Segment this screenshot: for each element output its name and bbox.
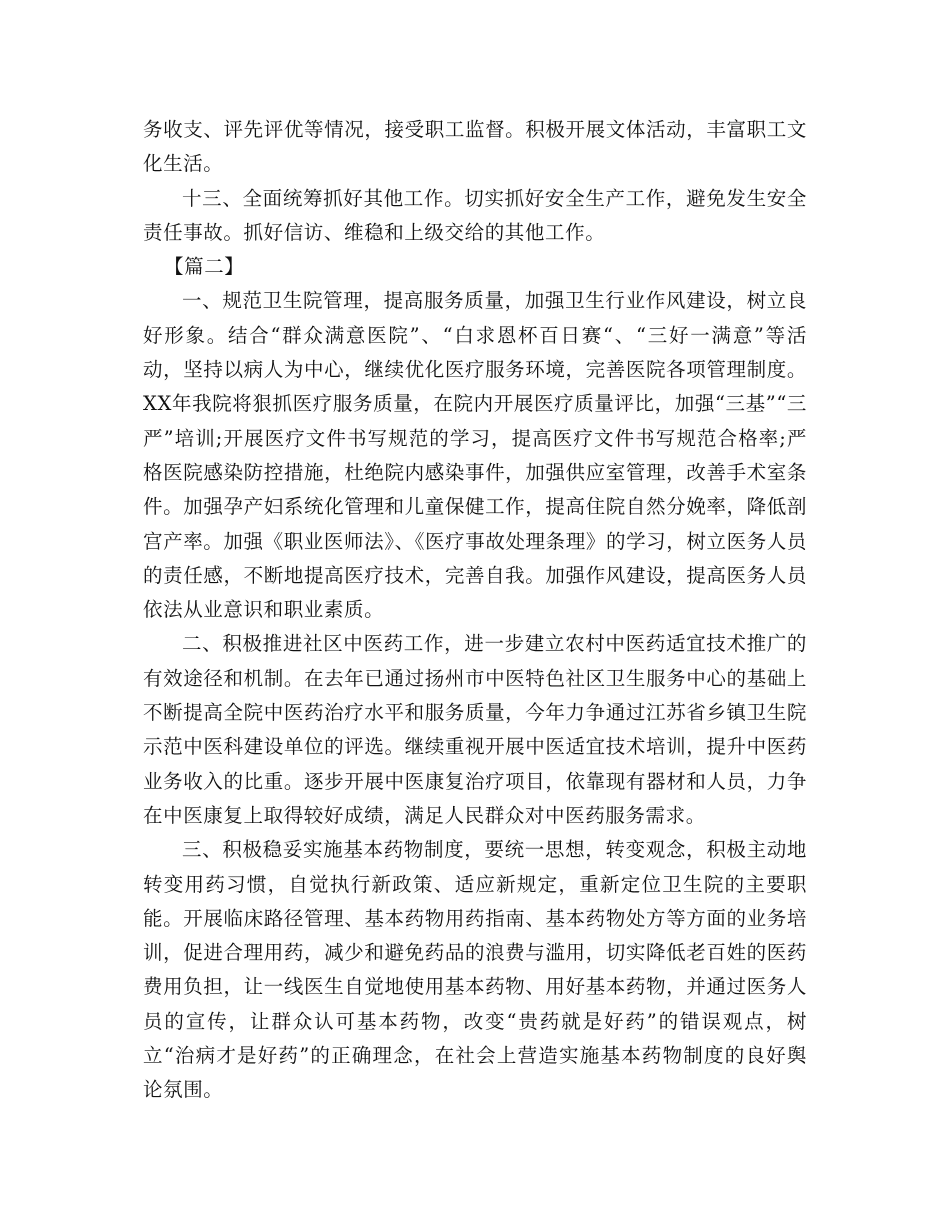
paragraph-item-1: 一、规范卫生院管理，提高服务质量，加强卫生行业作风建设，树立良好形象。结合“群众满意医院”、“白求恩杯百日赛“、“三好一满意”等活动，坚持以病人为中心，继续优化医疗服务环境，完善医院各项管理制度。XX年我院将狠抓医疗服务质量，在院内开展医疗质量评比，加强“三基”“三严”培训;开展医疗文件书写规范的学习，提高医疗文件书写规范合格率;严格医院感染防控措施，杜绝院内感染事件，加强供应室管理，改善手术室条件。加强孕产妇系统化管理和儿童保健工作，提高住院自然分娩率，降低剖宫产率。加强《职业医师法》、《医疗事故处理条理》的学习，树立医务人员的责任感，不断地提高医疗技术，完善自我。加强作风建设，提高医务人员依法从业意识和职业素质。 bbox=[143, 289, 807, 622]
paragraph-item-2: 二、积极推进社区中医药工作，进一步建立农村中医药适宜技术推广的有效途径和机制。在去年已通过扬州市中医特色社区卫生服务中心的基础上不断提高全院中医药治疗水平和服务质量，今年力争通过江苏省乡镇卫生院示范中医科建设单位的评选。继续重视开展中医适宜技术培训，提升中医药业务收入的比重。逐步开展中医康复治疗项目，依靠现有器材和人员，力争在中医康复上取得较好成绩，满足人民群众对中医药服务需求。 bbox=[143, 632, 807, 827]
paragraph-continued: 务收支、评先评优等情况，接受职工监督。积极开展文体活动，丰富职工文化生活。 bbox=[143, 118, 807, 176]
section-heading-part-two: 【篇二】 bbox=[164, 255, 245, 279]
document-body bbox=[143, 113, 807, 1108]
paragraph-item-3: 三、积极稳妥实施基本药物制度，要统一思想，转变观念，积极主动地转变用药习惯，自觉执行新政策、适应新规定，重新定位卫生院的主要职能。开展临床路径管理、基本药物用药指南、基本药物处方等方面的业务培训，促进合理用药，减少和避免药品的浪费与滥用，切实降低老百姓的医药费用负担，让一线医生自觉地使用基本药物、用好基本药物，并通过医务人员的宣传，让群众认可基本药物，改变“贵药就是好药”的错误观点，树立“治病才是好药”的正确理念，在社会上营造实施基本药物制度的良好舆论氛围。 bbox=[143, 838, 807, 1102]
paragraph-section-13: 十三、全面统筹抓好其他工作。切实抓好安全生产工作，避免发生安全责任事故。抓好信访、维稳和上级交给的其他工作。 bbox=[143, 186, 807, 244]
